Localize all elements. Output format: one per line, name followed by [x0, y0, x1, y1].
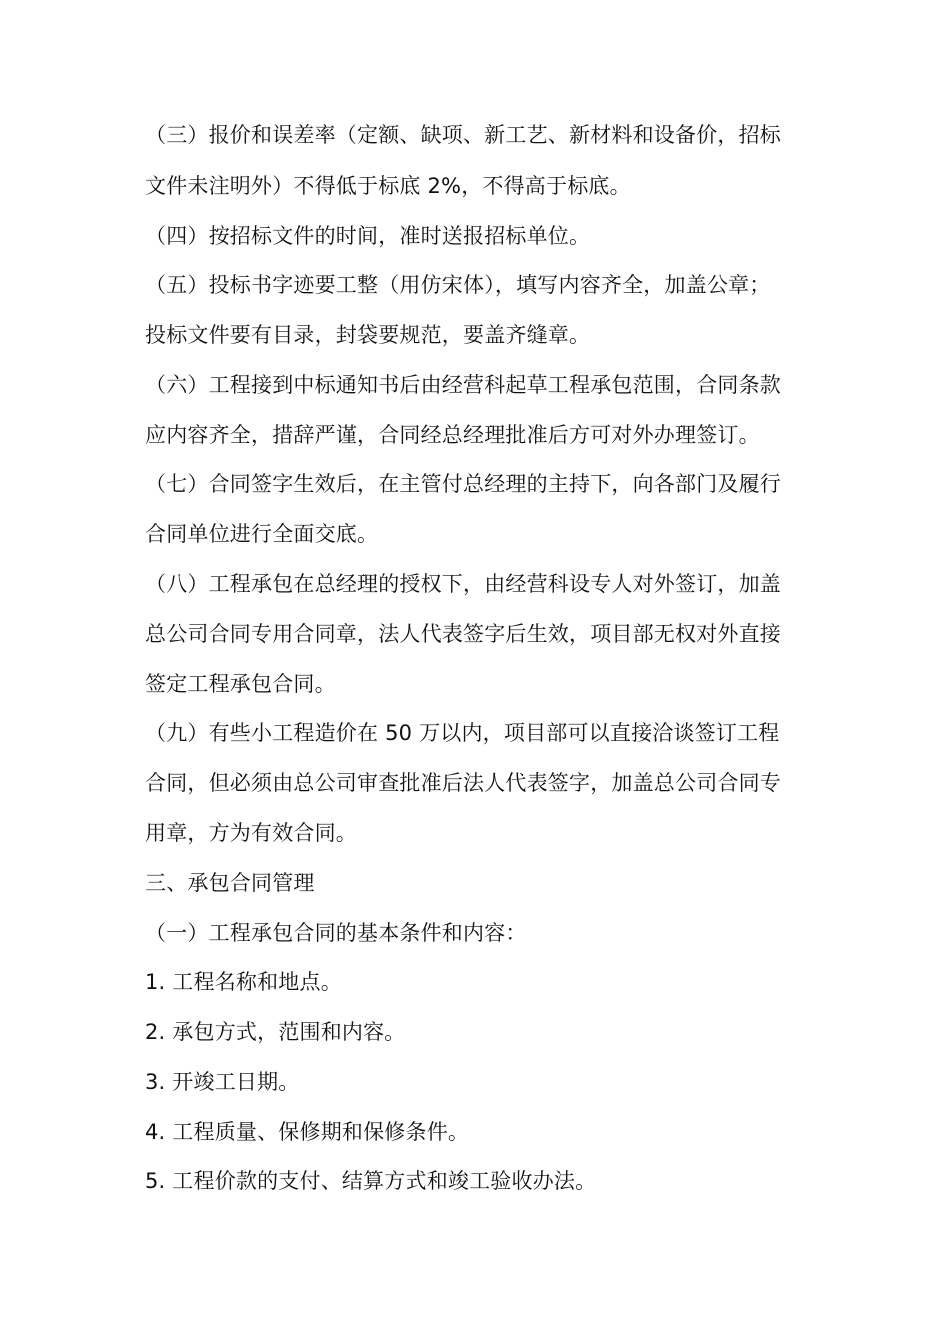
text-line: 合同，但必须由总公司审查批准后法人代表签字，加盖总公司合同专 [145, 771, 781, 795]
text-line: （八）工程承包在总经理的授权下，由经营科设专人对外签订，加盖 [145, 572, 781, 596]
text-line: 合同单位进行全面交底。 [145, 522, 379, 546]
text-line: 应内容齐全，措辞严谨，合同经总经理批准后方可对外办理签订。 [145, 423, 760, 447]
list-item: 5. 工程价款的支付、结算方式和竣工验收办法。 [145, 1169, 597, 1193]
text-line: （四）按招标文件的时间，准时送报招标单位。 [145, 224, 591, 248]
list-item: 2. 承包方式，范围和内容。 [145, 1020, 406, 1044]
text-line: （一）工程承包合同的基本条件和内容： [145, 921, 527, 945]
text-line: （六）工程接到中标通知书后由经营科起草工程承包范围，合同条款 [145, 373, 781, 397]
text-line: （七）合同签字生效后，在主管付总经理的主持下，向各部门及履行 [145, 472, 781, 496]
text-line: 文件未注明外）不得低于标底 2%，不得高于标底。 [145, 174, 631, 198]
list-item: 1. 工程名称和地点。 [145, 970, 342, 994]
text-line: （三）报价和误差率（定额、缺项、新工艺、新材料和设备价，招标 [145, 123, 781, 147]
list-item: 3. 开竣工日期。 [145, 1070, 300, 1094]
text-line: 总公司合同专用合同章，法人代表签字后生效，项目部无权对外直接 [145, 622, 781, 646]
text-line: （五）投标书字迹要工整（用仿宋体），填写内容齐全，加盖公章； [145, 273, 771, 297]
text-line: 投标文件要有目录，封袋要规范，要盖齐缝章。 [145, 323, 591, 347]
section-heading: 三、承包合同管理 [145, 871, 315, 895]
text-line: 用章，方为有效合同。 [145, 821, 357, 845]
text-line: 签定工程承包合同。 [145, 672, 336, 696]
text-line: （九）有些小工程造价在 50 万以内，项目部可以直接洽谈签订工程 [145, 721, 780, 745]
list-item: 4. 工程质量、保修期和保修条件。 [145, 1120, 470, 1144]
